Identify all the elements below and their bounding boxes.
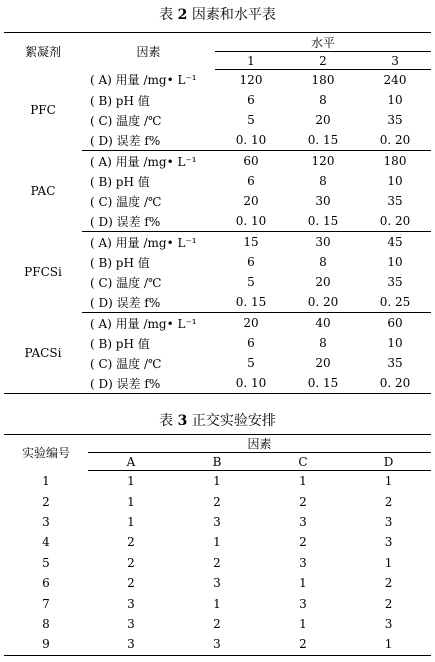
table-row: [4, 634, 431, 655]
factor-label: ( D) 误差 f%: [90, 376, 161, 391]
factor-d-cell: 2: [384, 494, 393, 509]
factor-label: ( C) 温度 /℃: [90, 194, 162, 209]
table-row: [4, 313, 431, 334]
exp-no-cell: 6: [42, 576, 50, 591]
level-1-value: 6: [247, 336, 255, 350]
table3-caption: [0, 410, 435, 430]
exp-no-header: 实验编号: [21, 446, 70, 461]
factor-c-cell: 1: [299, 616, 307, 631]
level-3-value: 35: [387, 194, 403, 208]
orthogonal-experiment-table: [4, 434, 431, 656]
level-2-value: 20: [315, 275, 331, 289]
factor-c-cell: 2: [299, 535, 307, 550]
level-2-value: 120: [311, 154, 335, 168]
level-1-value: 5: [247, 113, 255, 127]
flocculant-name: PAC: [30, 184, 56, 198]
flocculant-name: PFC: [30, 103, 56, 117]
factor-c-cell: 1: [299, 474, 307, 489]
level-3-value: 0. 20: [379, 376, 411, 390]
factor-label: ( B) pH 值: [90, 255, 150, 270]
level-header: 水平: [215, 33, 431, 52]
level-2-value: 30: [315, 235, 331, 249]
factor-label: ( C) 温度 /℃: [90, 113, 162, 128]
level-1-value: 0. 10: [215, 130, 287, 151]
factor-a-cell: 3: [127, 637, 135, 652]
level-1-value: 6: [247, 93, 255, 107]
level-1-value: 20: [243, 194, 259, 208]
factor-label: ( C) 温度 /℃: [90, 356, 162, 371]
factor-d-cell: 2: [384, 576, 393, 591]
table2-caption-text: 因素和水平表: [191, 7, 276, 23]
level-2-value: 8: [319, 255, 327, 269]
level-3-value: 0. 25: [359, 292, 431, 313]
factor-label: ( B) pH 值: [90, 174, 150, 189]
level-3-value: 45: [387, 235, 403, 249]
factor-label: ( A) 用量 /mg• L⁻¹: [90, 73, 197, 88]
level-3-value: 10: [387, 174, 403, 188]
factor-b-cell: 1: [213, 596, 221, 611]
factor-a-cell: 3: [127, 596, 135, 611]
factor-b-cell: 2: [213, 555, 221, 570]
level-1-header: 1: [215, 52, 287, 70]
factor-header: 因素: [136, 44, 161, 59]
level-2-value: 0. 15: [287, 130, 359, 151]
table2-caption: [0, 4, 435, 24]
factor-label: ( C) 温度 /℃: [90, 275, 162, 290]
factor-d-cell: 3: [384, 514, 393, 529]
factor-d-cell: 3: [384, 535, 393, 550]
table-row: [4, 491, 431, 511]
level-2-value: 20: [315, 113, 331, 127]
exp-no-cell: 9: [42, 637, 50, 652]
exp-no-cell: 1: [42, 473, 50, 488]
table2-caption-number: 2: [177, 7, 188, 23]
table2-caption-prefix: 表: [159, 7, 174, 23]
level-3-value: 60: [387, 316, 403, 330]
table-row: [4, 593, 431, 613]
level-1-value: 6: [247, 174, 255, 188]
factor-a-cell: 2: [127, 555, 135, 570]
exp-no-cell: 8: [42, 616, 50, 631]
factor-level-table: [4, 32, 431, 394]
factor-label: ( D) 误差 f%: [82, 130, 215, 151]
factor-header: 因素: [88, 435, 431, 453]
factor-c-cell: 1: [299, 576, 307, 591]
level-3-value: 35: [387, 113, 403, 127]
level-1-value: 6: [247, 255, 255, 269]
level-2-value: 8: [319, 336, 327, 350]
table-row: [4, 532, 431, 552]
factor-b-cell: 2: [213, 494, 221, 509]
table-row: [4, 614, 431, 634]
level-2-value: 8: [319, 93, 327, 107]
level-1-value: 5: [247, 275, 255, 289]
factor-d-cell: 1: [384, 555, 393, 570]
exp-no-cell: 4: [42, 535, 50, 550]
level-1-value: 60: [243, 154, 259, 168]
factor-label: ( A) 用量 /mg• L⁻¹: [90, 316, 197, 331]
level-2-value: 40: [315, 316, 331, 330]
table3-caption-prefix: 表: [159, 413, 174, 429]
table3-caption-text: 正交实验安排: [191, 413, 276, 429]
level-2-value: 0. 15: [287, 211, 359, 232]
factor-c-cell: 3: [299, 596, 307, 611]
factor-a-cell: 3: [127, 616, 135, 631]
factor-label: ( D) 误差 f%: [82, 292, 215, 313]
factor-a-cell: 1: [127, 514, 135, 529]
level-1-value: 15: [243, 235, 259, 249]
factor-d-cell: 1: [384, 474, 393, 489]
factor-label: ( B) pH 值: [90, 336, 150, 351]
factor-d-cell: 2: [384, 596, 393, 611]
level-2-value: 8: [319, 174, 327, 188]
level-3-value: 10: [387, 255, 403, 269]
factor-a-cell: 1: [127, 474, 135, 489]
level-2-value: 0. 15: [307, 376, 339, 390]
level-2-value: 180: [311, 73, 335, 87]
level-1-value: 0. 10: [235, 376, 267, 390]
level-2-value: 20: [315, 356, 331, 370]
factor-c-cell: 2: [299, 494, 307, 509]
level-1-value: 20: [243, 316, 259, 330]
level-1-value: 0. 15: [215, 292, 287, 313]
factor-label: ( D) 误差 f%: [82, 211, 215, 232]
table-row: [4, 232, 431, 253]
level-3-value: 10: [387, 93, 403, 107]
level-3-value: 35: [387, 275, 403, 289]
level-3-value: 10: [387, 336, 403, 350]
factor-c-cell: 3: [299, 555, 307, 570]
factor-b-cell: 3: [213, 514, 221, 529]
level-1-value: 0. 10: [215, 211, 287, 232]
table-row: [4, 70, 431, 91]
flocculant-name: PACSi: [24, 345, 62, 360]
level-1-value: 120: [239, 73, 263, 87]
level-3-value: 0. 20: [359, 130, 431, 151]
factor-c-header: C: [260, 453, 346, 471]
level-3-value: 35: [387, 356, 403, 370]
level-2-value: 0. 20: [287, 292, 359, 313]
factor-b-header: B: [174, 453, 260, 471]
exp-no-cell: 3: [42, 514, 50, 529]
level-3-value: 0. 20: [359, 211, 431, 232]
table-row: [4, 151, 431, 172]
factor-d-header: D: [346, 453, 431, 471]
factor-c-cell: 2: [299, 637, 307, 652]
table-row: [4, 512, 431, 532]
level-3-value: 180: [383, 154, 407, 168]
factor-a-cell: 2: [127, 535, 135, 550]
factor-d-cell: 3: [384, 616, 393, 631]
factor-label: ( A) 用量 /mg• L⁻¹: [90, 154, 197, 169]
factor-b-cell: 3: [213, 637, 221, 652]
level-2-value: 30: [315, 194, 331, 208]
exp-no-cell: 7: [42, 596, 50, 611]
factor-b-cell: 1: [213, 535, 221, 550]
level-2-header: 2: [287, 52, 359, 70]
table-row: [4, 471, 431, 492]
level-3-header: 3: [359, 52, 431, 70]
factor-label: ( A) 用量 /mg• L⁻¹: [90, 235, 197, 250]
factor-c-cell: 3: [299, 514, 307, 529]
factor-a-cell: 1: [127, 494, 135, 509]
level-1-value: 5: [247, 356, 255, 370]
table3-caption-number: 3: [177, 413, 188, 429]
level-3-value: 240: [383, 73, 407, 87]
table-row: [4, 573, 431, 593]
factor-d-cell: 1: [384, 637, 393, 652]
factor-b-cell: 2: [213, 616, 221, 631]
factor-b-cell: 1: [213, 474, 221, 489]
table-row: [4, 553, 431, 573]
factor-a-cell: 2: [127, 576, 135, 591]
factor-a-header: A: [88, 453, 174, 471]
exp-no-cell: 2: [42, 494, 50, 509]
exp-no-cell: 5: [42, 555, 50, 570]
flocculant-name: PFCSi: [24, 265, 62, 279]
factor-label: ( B) pH 值: [90, 93, 150, 108]
factor-b-cell: 3: [213, 576, 221, 591]
flocculant-header: 絮凝剂: [24, 44, 61, 59]
